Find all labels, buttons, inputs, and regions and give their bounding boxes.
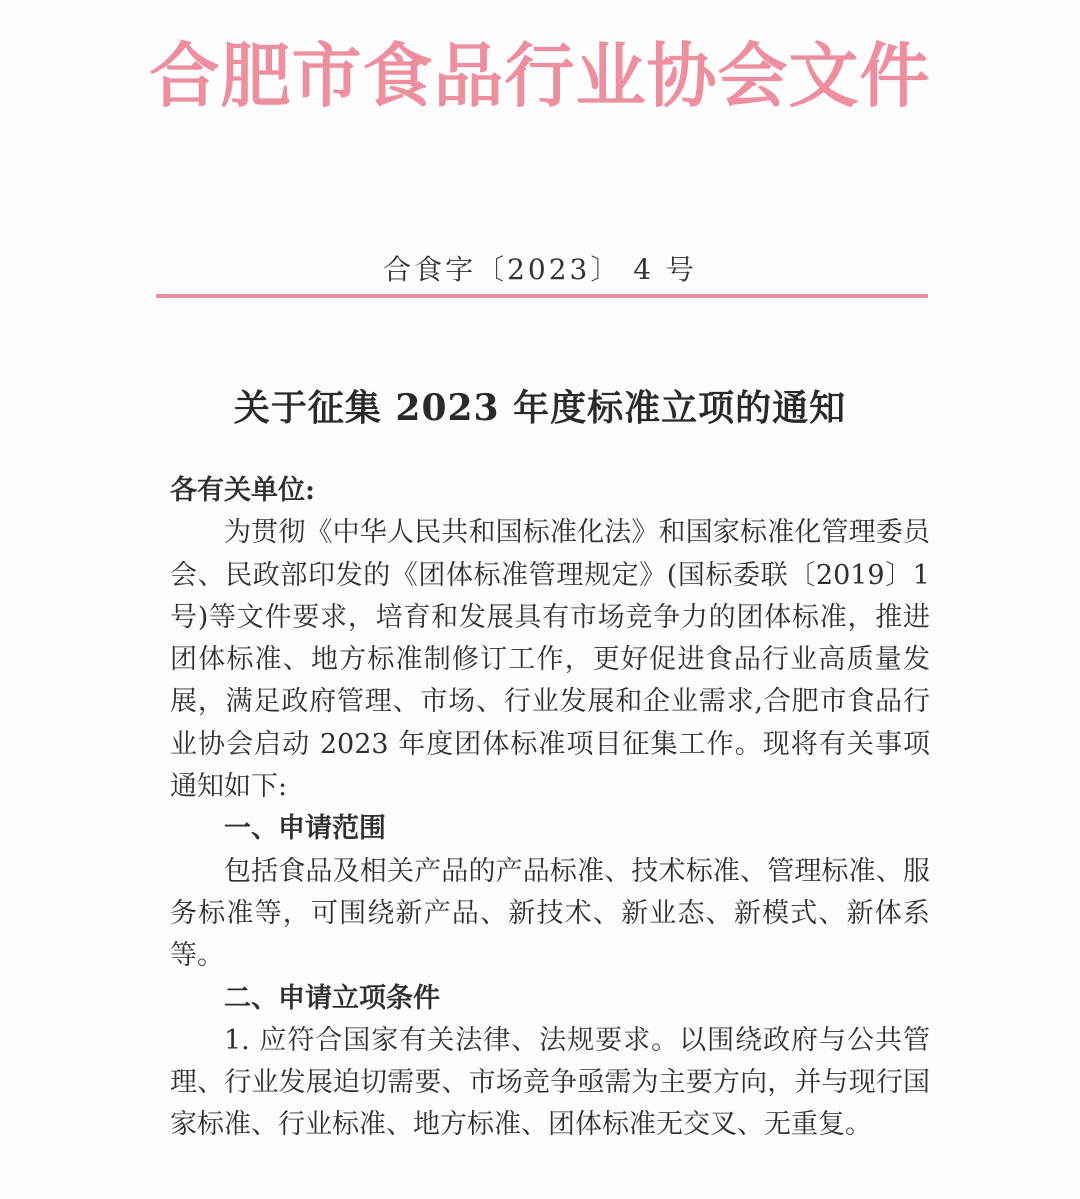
section-text-conditions: 1. 应符合国家有关法律、法规要求。以围绕政府与公共管理、行业发展迫切需要、市场竞争亟需为主要方向，并与现行国家标准、行业标准、地方标准、团体标准无交叉、无重复。 (170, 1024, 930, 1141)
red-divider-line (156, 294, 928, 298)
section-text-scope: 包括食品及相关产品的产品标准、技术标准、管理标准、服务标准等，可围绕新产品、新技术、新业态、新模式、新体系等。 (170, 855, 930, 972)
section-heading-scope: 一、申请范围 (224, 813, 386, 845)
section-heading-conditions: 二、申请立项条件 (224, 982, 440, 1014)
issuer-header-title: 合肥市食品行业协会文件 (149, 35, 931, 117)
salutation: 各有关单位: (170, 475, 315, 506)
document-number: 合食字〔2023〕 4 号 (383, 253, 697, 286)
intro-paragraph: 为贯彻《中华人民共和国标准化法》和国家标准化管理委员会、民政部印发的《团体标准管理规定》(国标委联〔2019〕1 号)等文件要求，培育和发展具有市场竞争力的团体标准，推进团体标准、地方标准制修订工作，更好促进食品行业高质量发展，满足政府管理、市场、行业发展和企业需求,合肥市食品行业协会启动 2023 年度团体标准项目征集工作。现将有关事项通知如下: (170, 517, 930, 803)
notice-title: 关于征集 2023 年度标准立项的通知 (233, 387, 847, 429)
notice-body (170, 470, 930, 1147)
